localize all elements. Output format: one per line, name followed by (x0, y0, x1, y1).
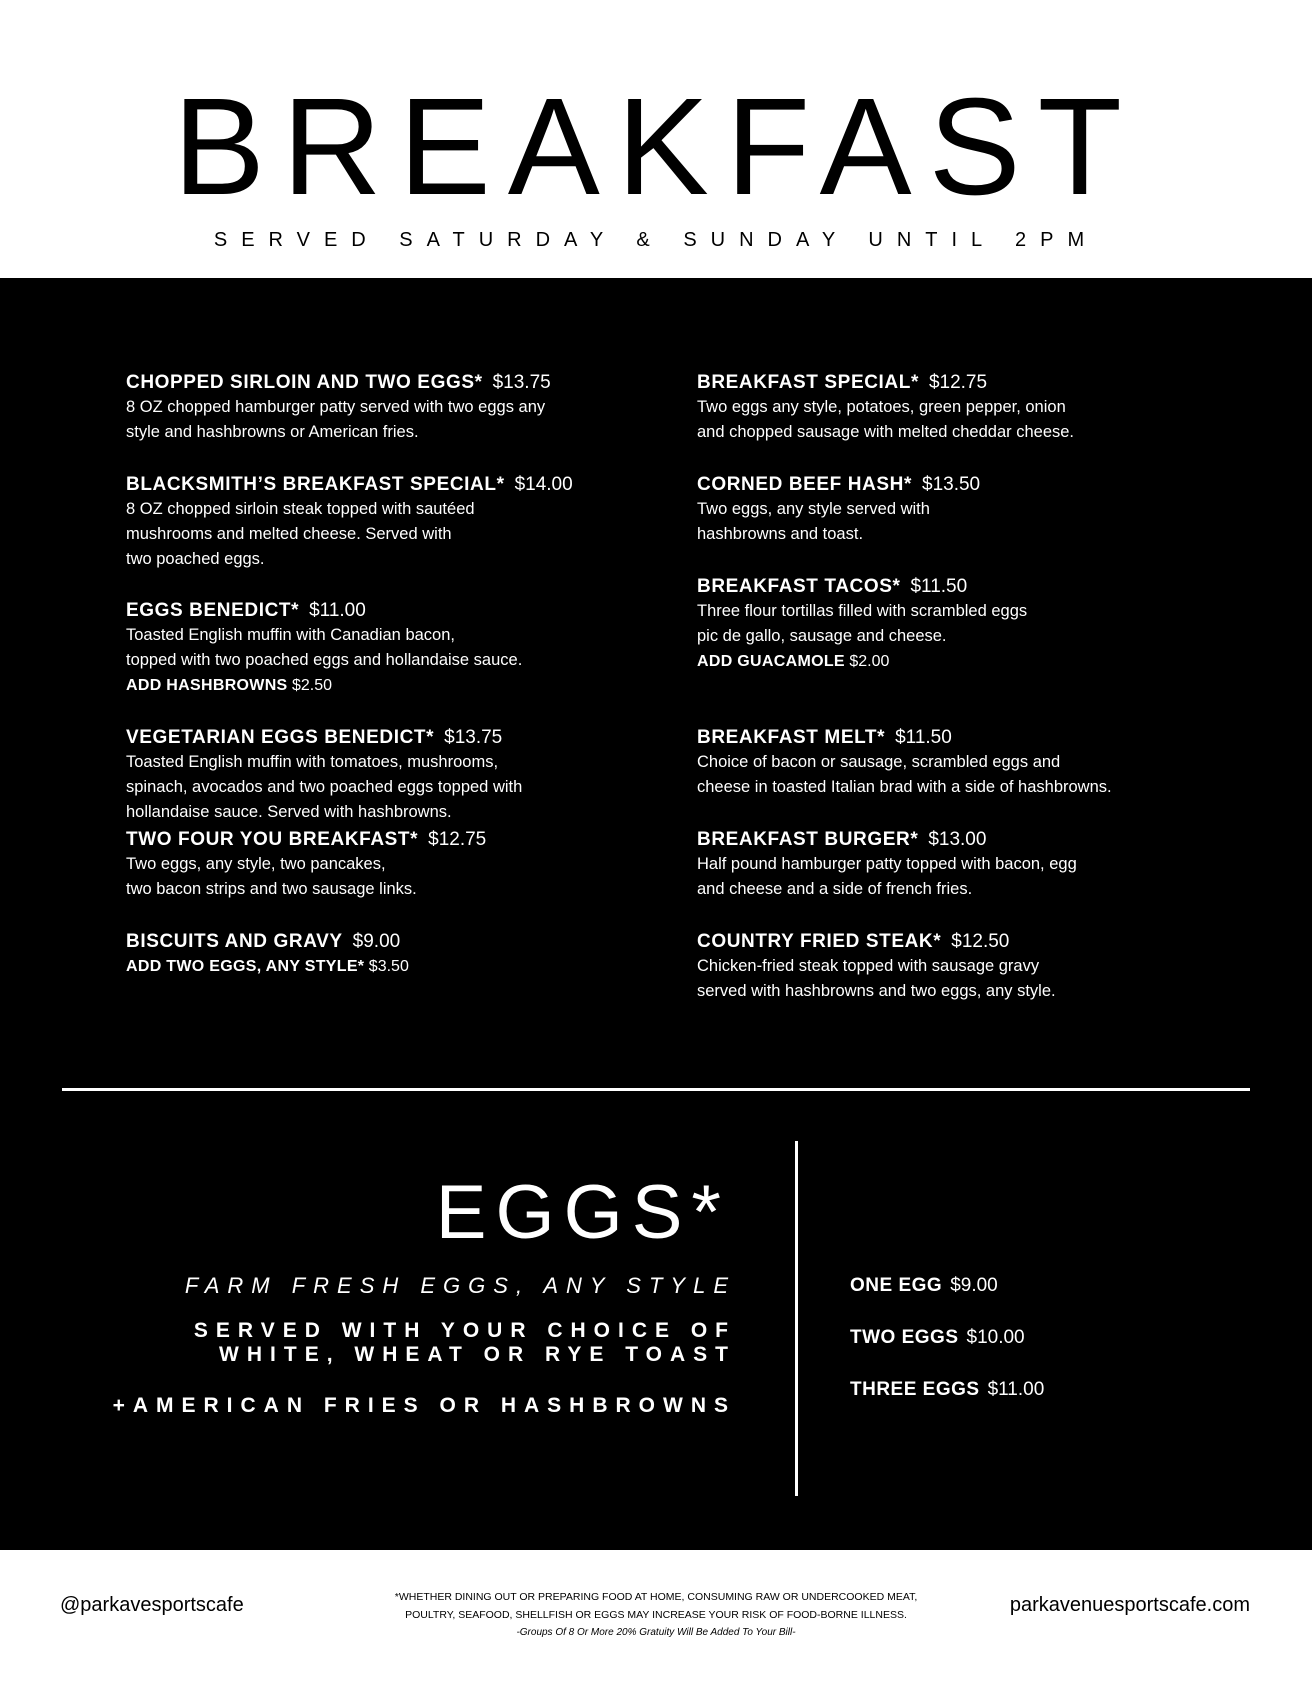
egg-price-value: $11.00 (987, 1379, 1045, 1400)
menu-item-heading (697, 827, 1237, 852)
menu-body (0, 278, 1312, 1550)
section-divider (62, 1088, 1250, 1091)
description-line: Three flour tortillas filled with scrambled eggs (697, 602, 1028, 620)
eggs-fries-option: +AMERICAN FRIES OR HASHBROWNS (112, 1394, 736, 1417)
menu-item-heading (126, 929, 646, 954)
menu-item-name: BREAKFAST BURGER* (697, 829, 919, 850)
food-safety-disclaimer (340, 1588, 972, 1642)
service-hours: SERVED SATURDAY & SUNDAY UNTIL 2PM (213, 229, 1099, 251)
description-line: Toasted English muffin with tomatoes, mushrooms, (126, 753, 499, 771)
menu-footer (0, 1550, 1312, 1688)
description-line: Two eggs any style, potatoes, green pepper, onion (697, 398, 1066, 416)
website-link[interactable]: parkavenuesportscafe.com (1009, 1594, 1250, 1616)
page-title: BREAKFAST (173, 70, 1139, 224)
eggs-subtitle: FARM FRESH EGGS, ANY STYLE (184, 1273, 736, 1298)
eggs-served-line: SERVED WITH YOUR CHOICE OF (193, 1319, 736, 1342)
menu-item (126, 929, 646, 979)
menu-item-price: $14.00 (514, 474, 573, 495)
menu-item-addon (126, 954, 646, 979)
description-line: hashbrowns and toast. (697, 525, 864, 543)
addon-price: $2.00 (849, 653, 890, 670)
menu-item (697, 827, 1237, 902)
description-line: mushrooms and melted cheese. Served with (126, 525, 452, 543)
addon-label: ADD HASHBROWNS (126, 677, 288, 694)
menu-item-heading (126, 598, 646, 623)
menu-item (697, 929, 1237, 1004)
description-line: Choice of bacon or sausage, scrambled eggs and (697, 753, 1061, 771)
menu-item-description (697, 954, 1237, 1004)
menu-item-description (126, 497, 646, 572)
menu-item (697, 725, 1237, 800)
description-line: cheese in toasted Italian brad with a side of hashbrowns. (697, 778, 1112, 796)
menu-item-name: BREAKFAST SPECIAL* (697, 372, 919, 393)
menu-item-description (697, 497, 1237, 547)
menu-item-heading (697, 472, 1237, 497)
description-line: Half pound hamburger patty topped with bacon, egg (697, 855, 1077, 873)
egg-price-value: $10.00 (966, 1327, 1025, 1348)
eggs-served-with (194, 1319, 736, 1367)
menu-item-name: COUNTRY FRIED STEAK* (697, 931, 942, 952)
menu-item-name: CHOPPED SIRLOIN AND TWO EGGS* (126, 372, 483, 393)
menu-item (126, 598, 646, 698)
menu-item (126, 370, 646, 445)
menu-item-heading (126, 725, 646, 750)
menu-item-name: BLACKSMITH’S BREAKFAST SPECIAL* (126, 474, 505, 495)
menu-item-heading (697, 574, 1237, 599)
egg-price-label: THREE EGGS (850, 1379, 980, 1400)
menu-item-name: CORNED BEEF HASH* (697, 474, 912, 495)
description-line: spinach, avocados and two poached eggs topped with (126, 778, 523, 796)
menu-item-description (697, 852, 1237, 902)
menu-item-price: $13.75 (444, 727, 503, 748)
menu-item-heading (126, 472, 646, 497)
menu-item (697, 472, 1237, 547)
addon-price: $2.50 (291, 677, 333, 694)
menu-item-description (126, 750, 646, 825)
menu-item (126, 472, 646, 572)
disclaimer-line: *WHETHER DINING OUT OR PREPARING FOOD AT HOME, CONSUMING RAW OR UNDERCOOKED MEAT, (394, 1591, 918, 1603)
eggs-served-line: WHITE, WHEAT OR RYE TOAST (219, 1343, 736, 1366)
egg-price-item (850, 1378, 1044, 1402)
menu-item-price: $12.75 (928, 372, 988, 393)
menu-header (0, 0, 1312, 278)
egg-price-label: ONE EGG (850, 1275, 943, 1296)
addon-price: $3.50 (368, 958, 409, 975)
menu-item (697, 574, 1237, 674)
menu-item-price: $11.00 (309, 600, 366, 621)
menu-item-price: $12.50 (951, 931, 1010, 952)
egg-price-item (850, 1326, 1044, 1350)
menu-item-description (697, 395, 1237, 445)
addon-label: ADD TWO EGGS, ANY STYLE* (126, 958, 365, 975)
egg-price-value: $9.00 (950, 1275, 998, 1296)
description-line: style and hashbrowns or American fries. (126, 423, 419, 441)
menu-item-heading (126, 370, 646, 395)
addon-label: ADD GUACAMOLE (697, 653, 845, 670)
egg-price-label: TWO EGGS (850, 1327, 959, 1348)
menu-item-heading (697, 370, 1237, 395)
disclaimer-line: POULTRY, SEAFOOD, SHELLFISH OR EGGS MAY INCREASE YOUR RISK OF FOOD-BORNE ILLNESS. (405, 1609, 907, 1621)
menu-item-description (126, 623, 646, 673)
description-line: and chopped sausage with melted cheddar cheese. (697, 423, 1075, 441)
description-line: Chicken-fried steak topped with sausage gravy (697, 957, 1040, 975)
description-line: Toasted English muffin with Canadian bacon, (126, 626, 455, 644)
menu-item-price: $13.50 (922, 474, 981, 495)
menu-item-price: $9.00 (352, 931, 401, 952)
egg-price-item (850, 1274, 1044, 1298)
menu-item-description (697, 599, 1237, 649)
egg-price-list (850, 1274, 1044, 1430)
menu-item-price: $13.75 (492, 372, 551, 393)
menu-item-name: BISCUITS AND GRAVY (126, 931, 343, 952)
menu-item-price: $13.00 (928, 829, 987, 850)
menu-item-price: $11.50 (895, 727, 952, 748)
description-line: and cheese and a side of french fries. (697, 880, 973, 898)
description-line: 8 OZ chopped hamburger patty served with two eggs any (126, 398, 546, 416)
menu-item-addon (126, 673, 646, 698)
menu-item-name: TWO FOUR YOU BREAKFAST* (126, 829, 419, 850)
menu-item-heading (697, 725, 1237, 750)
menu-item-addon (697, 649, 1237, 674)
menu-item-price: $12.75 (428, 829, 487, 850)
menu-item-name: VEGETARIAN EGGS BENEDICT* (126, 727, 435, 748)
menu-item (697, 370, 1237, 445)
menu-item-name: EGGS BENEDICT* (126, 600, 300, 621)
description-line: two bacon strips and two sausage links. (126, 880, 417, 898)
description-line: topped with two poached eggs and hollandaise sauce. (126, 651, 523, 669)
eggs-divider (795, 1141, 798, 1496)
menu-item-heading (697, 929, 1237, 954)
gratuity-note: -Groups Of 8 Or More 20% Gratuity Will Be Added To Your Bill- (516, 1627, 796, 1638)
menu-item-description (126, 395, 646, 445)
menu-item-name: BREAKFAST MELT* (697, 727, 886, 748)
menu-item-description (697, 750, 1237, 800)
menu-item (126, 725, 646, 825)
eggs-title: EGGS* (435, 1170, 730, 1255)
social-handle: @parkavesportscafe (60, 1594, 244, 1616)
description-line: served with hashbrowns and two eggs, any style. (697, 982, 1056, 1000)
description-line: Two eggs, any style, two pancakes, (126, 855, 386, 873)
menu-item-price: $11.50 (910, 576, 968, 597)
menu-item (126, 827, 646, 902)
description-line: pic de gallo, sausage and cheese. (697, 627, 947, 645)
menu-item-name: BREAKFAST TACOS* (697, 576, 901, 597)
description-line: hollandaise sauce. Served with hashbrowns. (126, 803, 452, 821)
description-line: Two eggs, any style served with (697, 500, 930, 518)
menu-item-heading (126, 827, 646, 852)
menu-item-description (126, 852, 646, 902)
description-line: 8 OZ chopped sirloin steak topped with sautéed (126, 500, 475, 518)
description-line: two poached eggs. (126, 550, 265, 568)
